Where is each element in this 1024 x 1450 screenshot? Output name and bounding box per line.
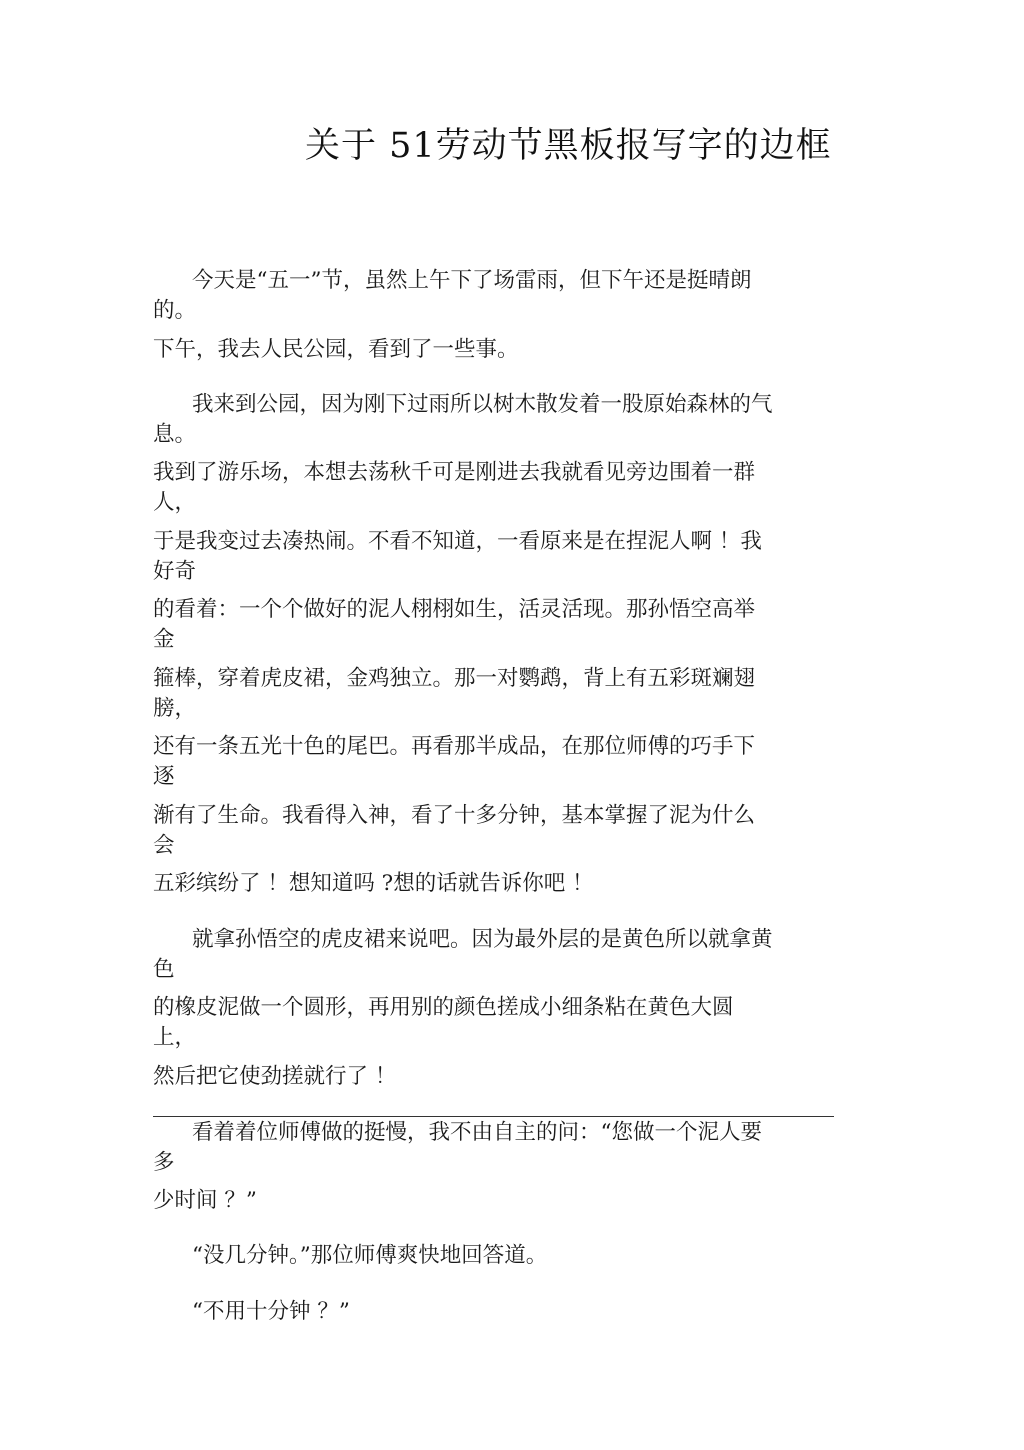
text-line: 就拿孙悟空的虎皮裙来说吧。因为最外层的是黄色所以就拿黄 [192, 927, 773, 952]
text-line: 人， [153, 490, 197, 515]
text-line: 的。 [153, 298, 197, 323]
text-line: 还有一条五光十色的尾巴。再看那半成品，在那位师傅的巧手下 [153, 734, 756, 759]
text-line: 多 [153, 1150, 175, 1175]
text-line: 然后把它使劲搓就行了 ！ [153, 1064, 397, 1089]
text-line: 箍棒，穿着虎皮裙，金鸡独立。那一对鹦鹉，背上有五彩斑斓翅 [153, 666, 756, 691]
text-line: 下午，我去人民公园，看到了一些事。 [153, 337, 519, 362]
text-line: “没几分钟。”那位师傅爽快地回答道。 [192, 1243, 548, 1268]
text-line: 少时间 ？” [153, 1188, 257, 1213]
text-line: 五彩缤纷了 ！想知道吗 ?想的话就告诉你吧 ！ [153, 871, 594, 896]
text-line: 今天是“五一”节，虽然上午下了场雷雨，但下午还是挺晴朗 [192, 268, 752, 293]
text-line: 好奇 [153, 559, 197, 584]
text-line: 息。 [153, 422, 197, 447]
text-line: 渐有了生命。我看得入神，看了十多分钟，基本掌握了泥为什么 [153, 803, 756, 828]
text-line: 我来到公园，因为刚下过雨所以树木散发着一股原始森林的气 [192, 392, 773, 417]
text-line: 逐 [153, 764, 175, 789]
text-line: 看着着位师傅做的挺慢，我不由自主的问：“您做一个泥人要 [192, 1120, 762, 1145]
text-line: 的看着：一个个做好的泥人栩栩如生，活灵活现。那孙悟空高举 [153, 597, 756, 622]
text-line: 于是我变过去凑热闹。不看不知道，一看原来是在捏泥人啊 ！我 [153, 529, 762, 554]
document-title: 关于 51劳动节黑板报写字的边框 [305, 126, 832, 166]
text-line: 会 [153, 833, 175, 858]
text-line: 的橡皮泥做一个圆形，再用别的颜色搓成小细条粘在黄色大圆 [153, 995, 734, 1020]
text-line: 膀， [153, 696, 197, 721]
text-line: 我到了游乐场，本想去荡秋千可是刚进去我就看见旁边围着一群 [153, 460, 756, 485]
text-line: 色 [153, 957, 175, 982]
text-line: 金 [153, 627, 175, 652]
text-line: “不用十分钟 ？” [192, 1299, 350, 1324]
horizontal-divider [153, 1116, 834, 1117]
text-line: 上， [153, 1025, 197, 1050]
